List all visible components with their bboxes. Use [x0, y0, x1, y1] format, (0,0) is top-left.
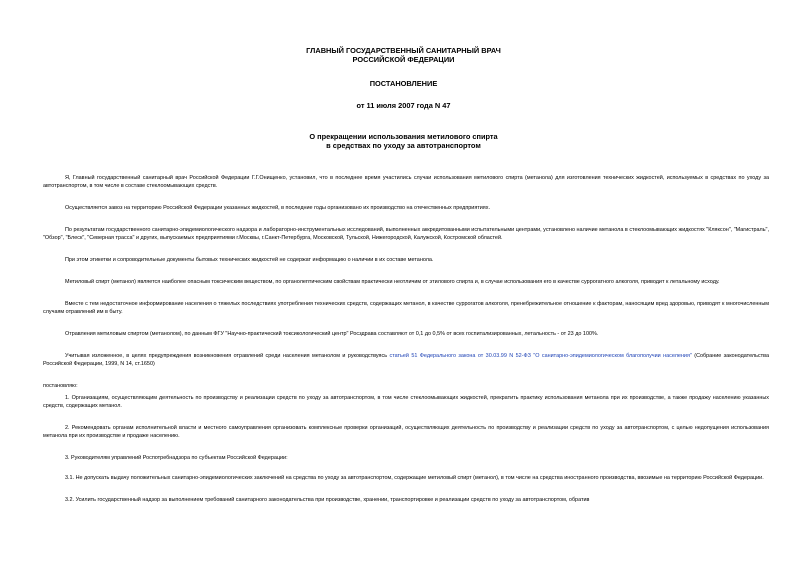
document-body — [43, 174, 769, 518]
item-3-1: 3.1. Не допускать выдачу положительных санитарно-эпидемиологических заключений на средства по уходу за автотранспортом, содержащие метиловый спирт (метанол), в том числе на средства иностранного производства, ввозимые на территорию Российской Федерации. — [65, 475, 764, 481]
paragraph-7: Отравления метиловым спиртом (метанолом), по данным ФГУ "Научно-практический токсикологический центр" Росздрава составляют от 0,1 до 0,5% от всех госпитализированных, летальность - от 23 до 100%. — [65, 331, 599, 337]
resolution-word: постановляю: — [43, 383, 78, 389]
issuer-line-1: ГЛАВНЫЙ ГОСУДАРСТВЕННЫЙ САНИТАРНЫЙ ВРАЧ — [306, 46, 501, 55]
item-3: 3. Руководителям управлений Роспотребнадзора по субъектам Российской Федерации: — [65, 455, 288, 461]
paragraph-3: По результатам государственного санитарно-эпидемиологического надзора и лабораторно-инструментальных исследований, выполненных аккредитованными испытательными центрами, установлено наличие метанола в стеклоомывающих жидкостях "Кляксон", "Магистраль", "Обзор", "Блеск", "Северная трасса" и других, выпускаемых предприятиями г.Москвы, г.Санкт-Петербурга, Московской, Тульской, Нижегородской, Калужской, Костромской областей. — [43, 227, 769, 241]
paragraph-6: Вместе с тем недостаточное информирование населения о тяжелых последствиях употребления технических средств, содержащих метанол, в качестве суррогатов алкоголя, пренебрежительное отношение к факторам, наносящим вред здоровью, приводят к многочисленным случаям отравлений им в быту. — [43, 301, 769, 315]
item-1: 1. Организациям, осуществляющим деятельность по производству и реализации средств по уходу за автотранспортом, в том числе стеклоомывающих жидкостей, прекратить практику использования метанола при их производстве, а также продажу населению указанных средств, содержащих метанол. — [43, 395, 769, 409]
item-2: 2. Рекомендовать органам исполнительной власти и местного самоуправления организовать комплексные проверки организаций, осуществляющих деятельность по производству и реализации средств по уходу за автотранспортом, с целью недопущения использования метанола при их производстве и продаже населению. — [43, 425, 769, 439]
paragraph-5: Метиловый спирт (метанол) является наиболее опасным токсическим веществом, по органолептическим свойствам практически неотличим от этилового спирта и, в случае использования его в качестве суррогатного алкоголя, приводит к летальному исходу. — [65, 279, 720, 285]
paragraph-8 — [43, 352, 769, 368]
item-3-2: 3.2. Усилить государственный надзор за выполнением требований санитарного законодательства при производстве, хранении, транспортировке и реализации средств по уходу за автотранспортом, обратив — [65, 497, 590, 503]
paragraph-2: Осуществляется завоз на территорию Российской Федерации указанных жидкостей, в последние годы организовано их производство на отечественных предприятиях. — [65, 205, 490, 211]
document-type: ПОСТАНОВЛЕНИЕ — [369, 79, 438, 88]
paragraph-4: При этом этикетки и сопроводительные документы бытовых технических жидкостей не содержат информацию о наличии в их составе метанола. — [65, 257, 434, 263]
document-title-line-1: О прекращении использования метилового спирта — [309, 132, 498, 141]
paragraph-8-end: (Собрание законодательства Российской Федерации, 1999, N 14, ст.1650) — [43, 353, 769, 367]
paragraph-8-start: Учитывая изложенное, в целях предупреждения возникновения отравлений среди населения метанолом и руководствуясь — [65, 353, 390, 359]
issuer-line-2: РОССИЙСКОЙ ФЕДЕРАЦИИ — [352, 55, 455, 64]
document-title-line-2: в средствах по уходу за автотранспортом — [326, 141, 481, 150]
document-date-number: от 11 июля 2007 года N 47 — [356, 101, 451, 110]
paragraph-1: Я, Главный государственный санитарный врач Российской Федерации Г.Г.Онищенко, установил, что в последнее время участились случаи использования метилового спирта (метанола) для изготовления технических жидкостей, используемых в средствах по уходу за автотранспортом, в том числе в составе стеклоомывающих средств. — [43, 175, 769, 189]
law-article-link[interactable]: статьей 51 Федерального закона от 30.03.99 N 52-ФЗ "О санитарно-эпидемиологическом благополучии населения" — [389, 353, 692, 359]
